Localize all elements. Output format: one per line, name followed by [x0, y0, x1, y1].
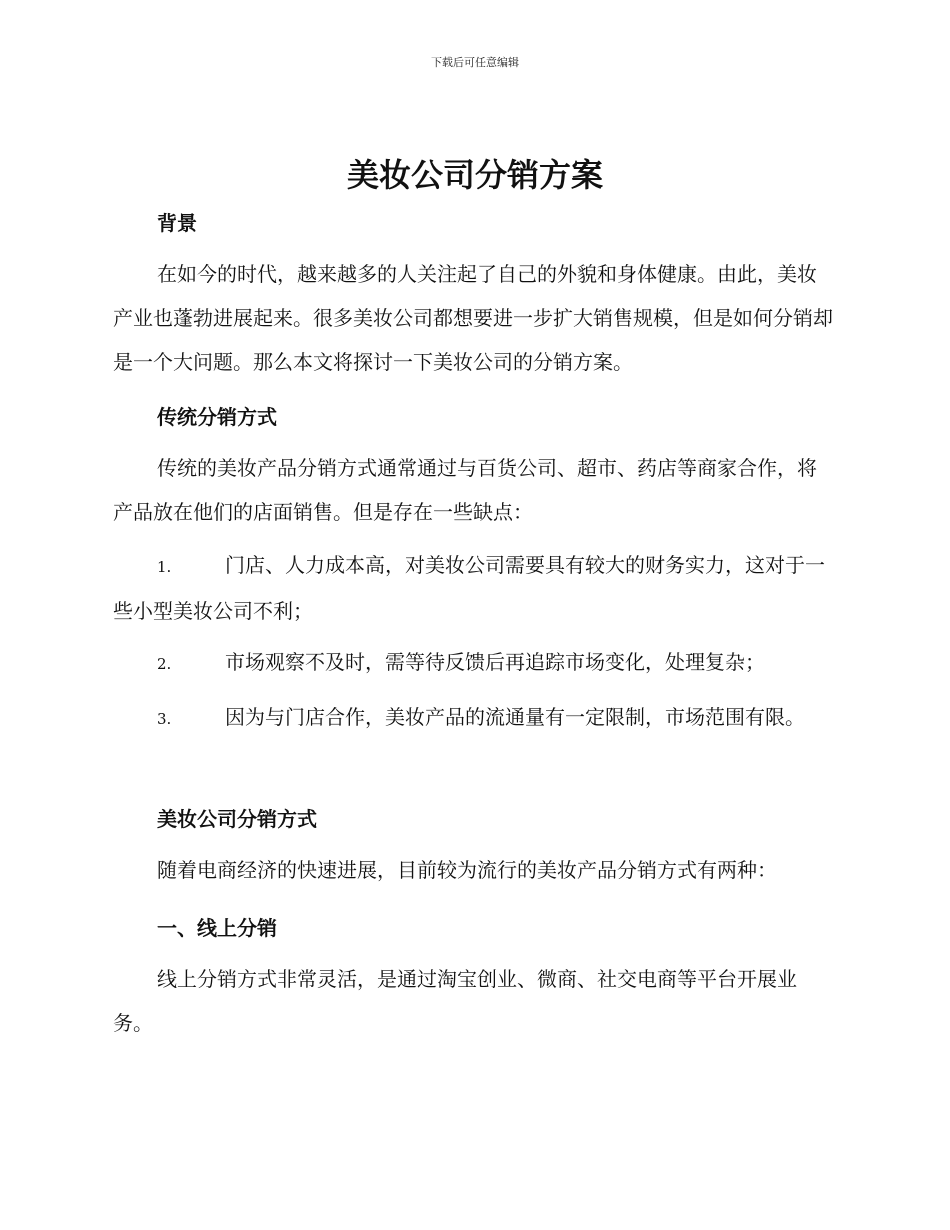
- heading-traditional: 传统分销方式: [157, 405, 277, 429]
- list-number: 1.: [157, 558, 172, 576]
- list-text: 门店、人力成本高，对美妆公司需要具有较大的财务实力，这对于一些小型美妆公司不利；: [113, 553, 825, 623]
- paragraph-background: 在如今的时代，越来越多的人关注起了自己的外貌和身体健康。由此，美妆产业也蓬勃进展起来。很多美妆公司都想要进一步扩大销售规模，但是如何分销却是一个大问题。那么本文将探讨一下美妆公司的分销方案。: [113, 262, 833, 374]
- heading-background: 背景: [157, 211, 197, 235]
- list-number: 2.: [157, 655, 172, 673]
- list-number: 3.: [157, 710, 172, 728]
- list-text: 市场观察不及时，需等待反馈后再追踪市场变化，处理复杂；: [225, 650, 765, 674]
- paragraph-online: 线上分销方式非常灵活，是通过淘宝创业、微商、社交电商等平台开展业务。: [113, 967, 797, 1035]
- heading-company: 美妆公司分销方式: [157, 807, 317, 831]
- document-title: 美妆公司分销方案: [346, 156, 603, 194]
- list-item-2: [113, 640, 833, 686]
- paragraph-company: 随着电商经济的快速进展，目前较为流行的美妆产品分销方式有两种：: [157, 858, 777, 882]
- list-text: 因为与门店合作，美妆产品的流通量有一定限制，市场范围有限。: [225, 705, 805, 729]
- paragraph-traditional: 传统的美妆产品分销方式通常通过与百货公司、超市、药店等商家合作，将产品放在他们的店面销售。但是存在一些缺点：: [113, 456, 817, 524]
- heading-online: 一、线上分销: [157, 916, 277, 940]
- header-note: 下载后可任意编辑: [431, 56, 519, 69]
- list-item-3: [113, 695, 833, 741]
- list-item-1: [113, 543, 833, 633]
